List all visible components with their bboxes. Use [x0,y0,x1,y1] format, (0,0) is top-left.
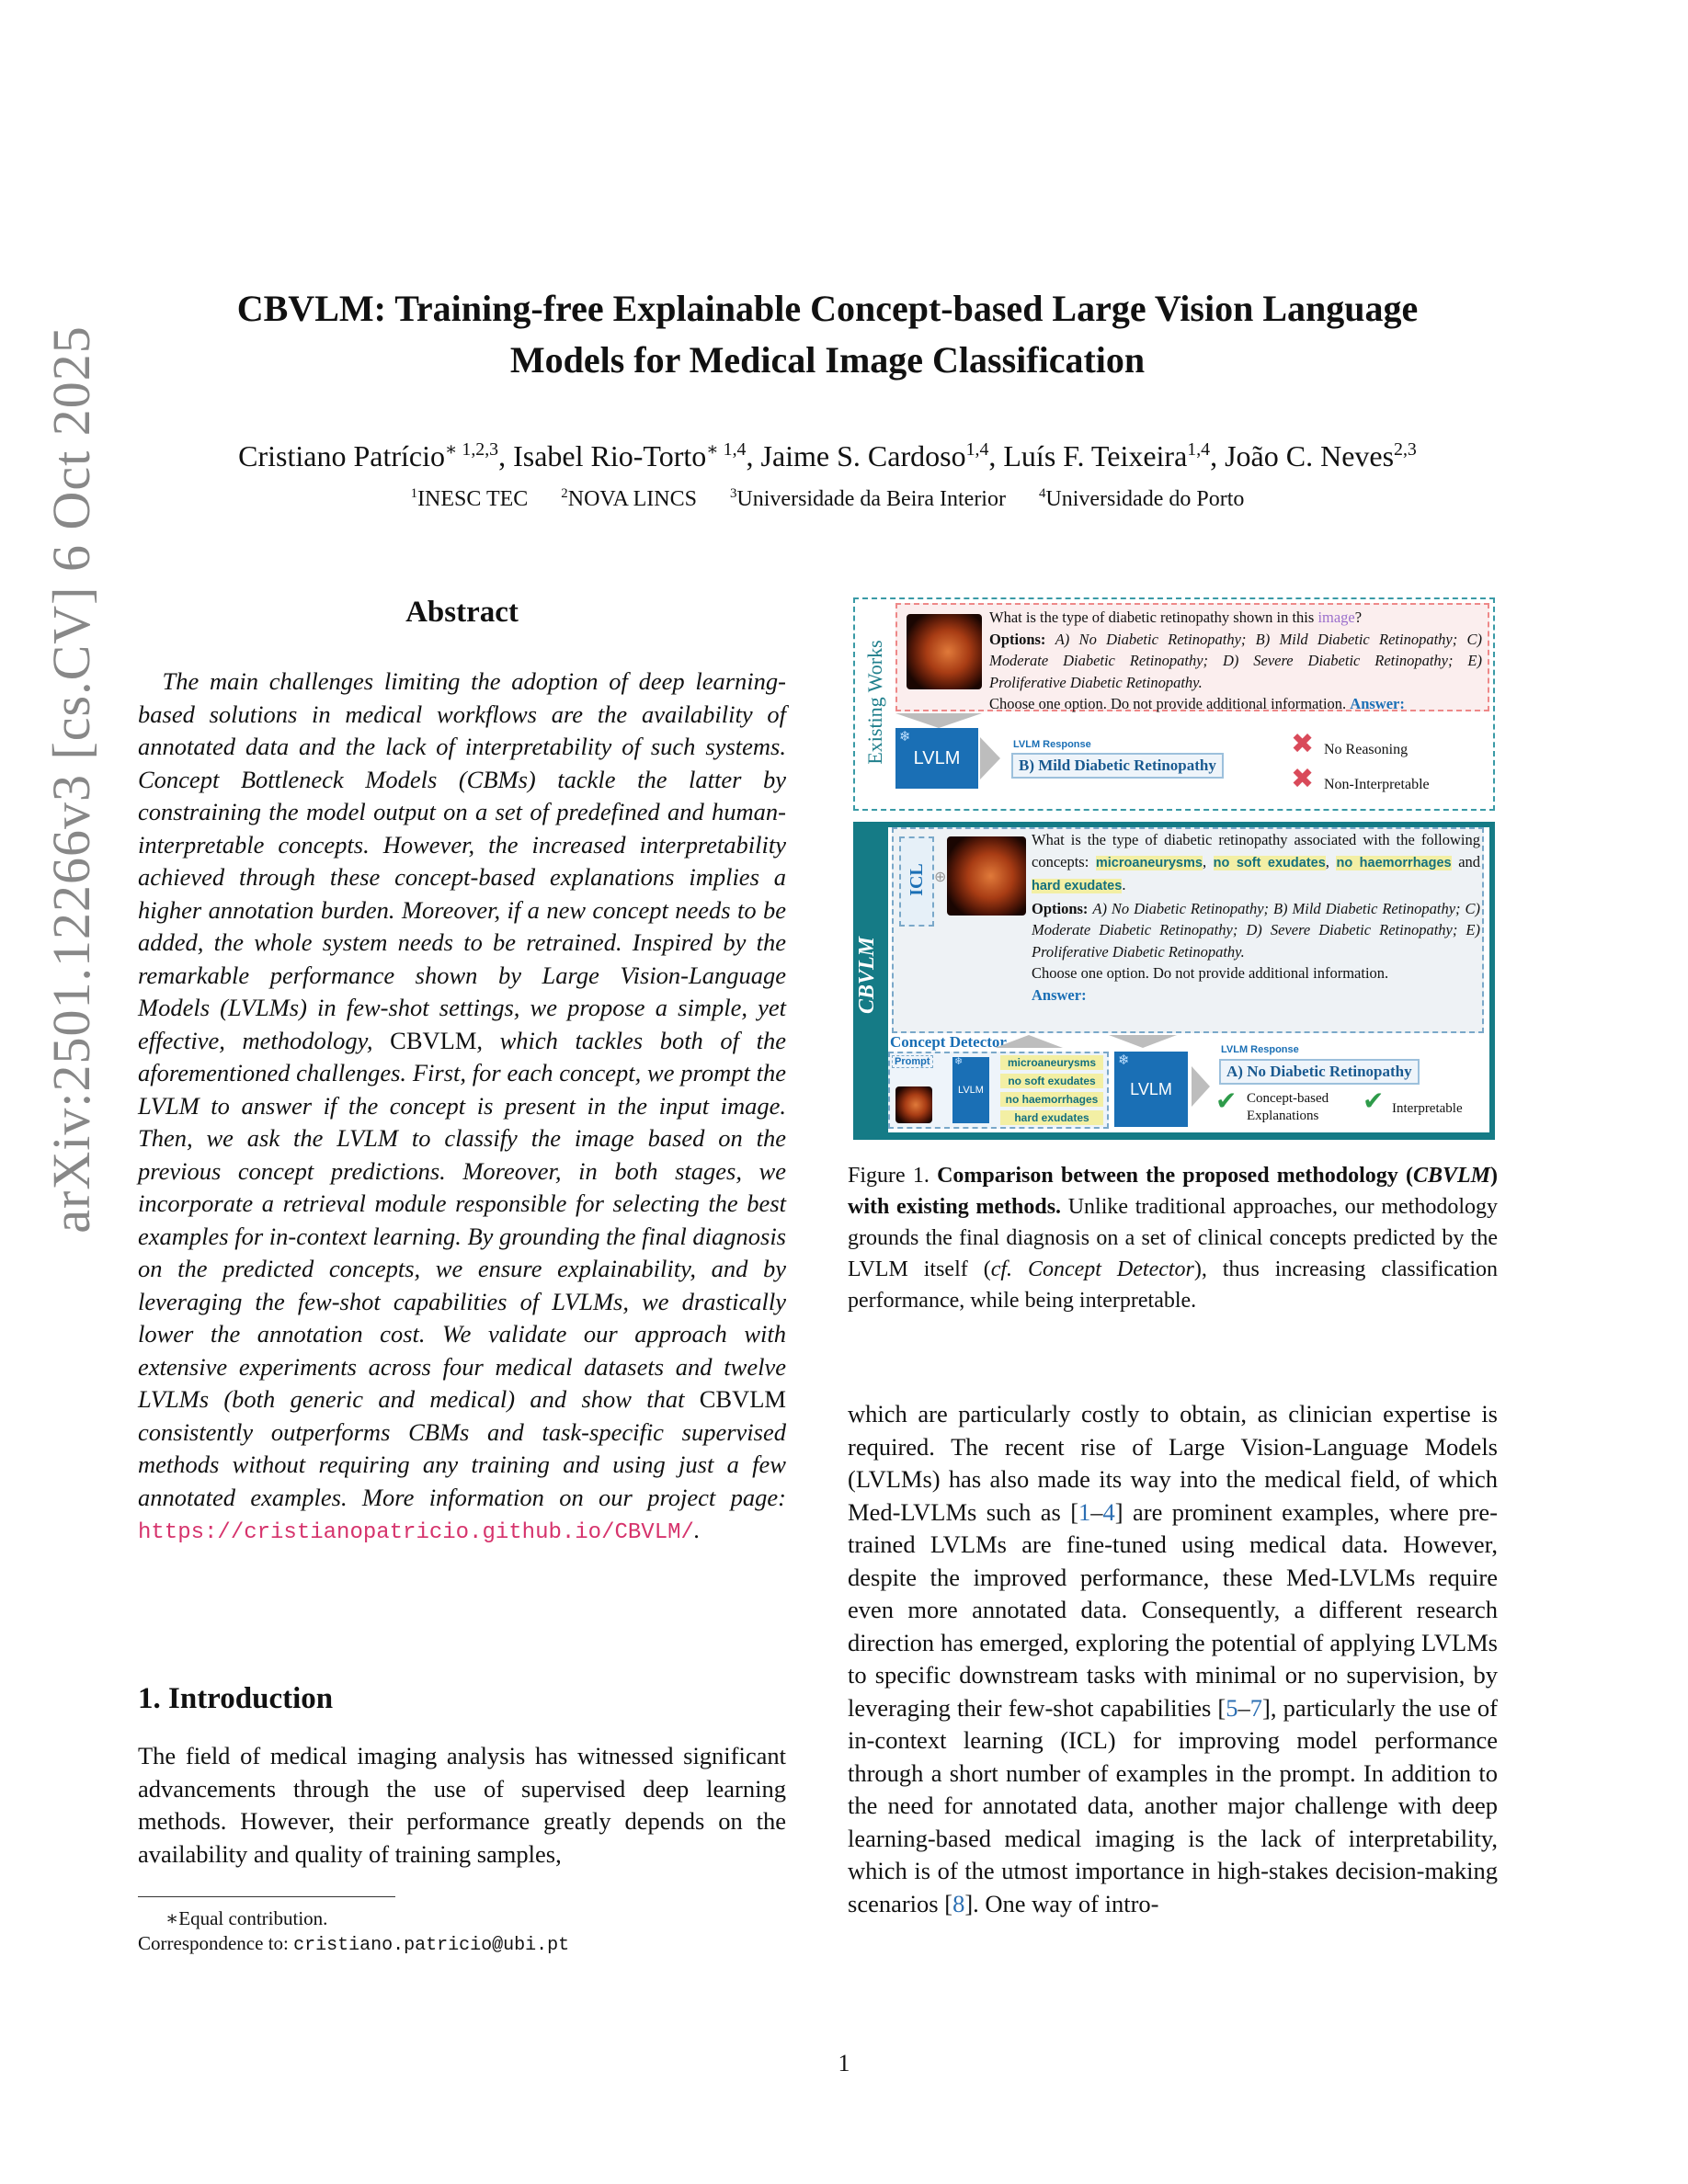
citation-link[interactable]: 8 [952,1889,965,1917]
answer-label: Answer: [1032,985,1087,1004]
footnote-correspondence [138,1932,569,1956]
response-tag: LVLM Response [1013,739,1091,750]
retina-image [947,836,1026,916]
body-text: ] are prominent examples, where pre-trained LVLMs are fine-tuned using medical data. However, despite the improved performance, these Med-LVLMs require even more annotated data. Consequently, a different research direction has emerged, exploring the potential of applying LVLMs to specific downstream tasks with minimal or no supervision, by leveraging their few-shot capabilities [ [848,1497,1498,1722]
concept-chip: no haemorrhages [1000,1092,1103,1107]
caption-bold: ) with existing methods. [848,1164,1498,1219]
lvlm-block: LVLM [1114,1052,1188,1127]
abstract-body [138,665,786,1550]
options-label: Options: [1032,899,1089,917]
options-text: A) No Diabetic Retinopathy; B) Mild Diabetic Retinopathy; C) Moderate Diabetic Retinopathy; D) Severe Diabetic Retinopathy; E) Proliferative Diabetic Retinopathy. [1032,899,1480,961]
interpretable-label: Interpretable [1392,1101,1463,1116]
existing-works-panel [853,597,1495,811]
concept-detector-label: Concept Detector [890,1033,1007,1051]
prompt-label: Prompt [892,1055,933,1068]
caption-text: Unlike traditional approaches, our methodology grounds the final diagnosis on a set of clinical concepts predicted by the LVLM itself ( [848,1195,1498,1281]
citation-link[interactable]: 5 [1226,1693,1238,1722]
abstract-heading: Abstract [405,596,519,629]
concept-question-text: What is the type of diabetic retinopathy associated with the following concepts: microaneurysms, no soft exudates, no haemorrhages and hard exudates. Options: A) No Diabetic Retinopathy; B) Mild Diabetic Retinopathy; C) Moderate Diabetic Retinopathy; D) Severe Diabetic Retinopathy; E) Proliferative Diabetic Retinopathy. Choose one option. Do not provide additional information. Answer: [1032,831,1481,1004]
author-sep: , [498,439,514,472]
arxiv-stamp[interactable]: arXiv:2501.12266v3 [cs.CV] 6 Oct 2025 [41,325,101,1234]
author-list [92,439,1563,473]
corr-label: Correspondence to: [138,1932,294,1954]
abstract-text: The main challenges limiting the adoption of deep learning-based solutions in medical workflows are the availability of annotated data and the lack of interpretability of such systems. Concept Bottleneck Models (CBMs) tackle the latter by constraining the model output on a set of predefined and human-interpretable concepts. However, the increased interpretability achieved through these concept-based explanations implies a higher annotation burden. Moreover, if a new concept needs to be added, the whole system needs to be retrained. Inspired by the remarkable performance shown by Large Vision-Language Models (LVLMs) in few-shot settings, we propose a simple, yet effective, methodology, [138,667,786,1054]
concept-chip: no soft exudates [1213,855,1326,870]
right-column-paragraph [848,1398,1498,1920]
corr-email[interactable]: cristiano.patricio@ubi.pt [293,1935,570,1956]
abstract-text: , which tackles both of the aforementioned challenges. First, for each concept, we prompt the LVLM to answer if the concept is present in the input image. Then, we ask the LVLM to classify the image based on the previous concept predictions. Moreover, in both stages, we incorporate a retrieval module responsible for selecting the best examples for in-context learning. By grounding the final diagnosis on the predicted concepts, we ensure explainability, and by leveraging the few-shot capabilities of LVLMs, we drastically lower the annotation cost. We validate our approach with extensive experiments across four medical datasets and twelve LVLMs (both generic and medical) and show that [138,1026,786,1413]
affil-num: 1 [410,486,418,502]
author-name: João C. Neves [1225,439,1395,472]
answer-label: Answer: [1350,695,1405,712]
figure-caption [848,1160,1498,1316]
affiliations [92,487,1563,512]
footnote-equal: ∗Equal contribution. [165,1907,328,1929]
plus-icon: ⊕ [934,868,947,885]
concept-chip: no haemorrhages [1336,855,1452,870]
affil-name: Universidade da Beira Interior [736,487,1006,511]
concept-chip: no soft exudates [1000,1074,1103,1088]
icl-box [899,836,934,927]
affil-name: INESC TEC [417,487,529,511]
affil-num: 2 [561,486,568,502]
question-box [895,603,1489,711]
intro-paragraph: The field of medical imaging analysis has witnessed significant advancements through the use of supervised deep learning methods. However, their performance greatly depends on the availability and quality of training samples, [138,1742,786,1868]
existing-works-label: Existing Works [863,640,886,765]
author-sep: , [988,439,1004,472]
figure-1 [853,597,1495,1140]
prompt-box [888,1052,1109,1129]
caption-text: ), thus increasing classification performance, while being interpretable. [848,1257,1499,1313]
up-arrow-icon [995,1035,1063,1048]
author-sup: ∗ 1,4 [706,439,747,461]
check-icon: ✔ [1363,1086,1385,1116]
caption-detector: Concept Detector [1027,1257,1194,1281]
retina-image [907,614,982,689]
body-text: ]. One way of intro- [964,1889,1159,1917]
section-heading: 1. Introduction [138,1682,334,1715]
method-name: CBVLM [390,1026,477,1054]
q-text: What is the type of diabetic retinopathy associated with the following concepts: [1032,831,1480,870]
concept-based-line-1: Concept-based [1247,1091,1329,1106]
image-token: image [1317,609,1355,626]
right-arrow-icon [1192,1066,1210,1107]
q-end: ? [1354,609,1363,626]
and-word: and [1458,852,1481,870]
frozen-icon: ❄ [899,728,911,745]
title-line-2: Models for Medical Image Classification [509,339,1146,381]
cbvlm-panel [853,822,1495,1140]
author-sup: 2,3 [1394,439,1417,461]
citation-link[interactable]: 7 [1249,1693,1263,1722]
cross-icon: ✖ [1291,728,1315,760]
citation-link[interactable]: 1 [1078,1497,1091,1526]
question-text [989,607,1482,715]
cbvlm-inner [888,827,1489,1132]
frozen-icon: ❄ [954,1055,964,1067]
q-text: What is the type of diabetic retinopathy shown in this [989,609,1318,626]
caption-bold: Comparison between the proposed methodology ( [937,1164,1413,1188]
concept-based-label [1247,1090,1329,1125]
body-text: ], particularly the use of in-context learning (ICL) for improving model performance through a short number of examples in the prompt. In addition to the need for annotated data, another major challenge with deep learning-based medical imaging is the lack of interpretability, which is of the utmost importance in high-stakes decision-making scenarios [ [848,1693,1499,1917]
cross-icon: ✖ [1291,763,1315,795]
frozen-icon: ❄ [1118,1052,1130,1068]
citation-link[interactable]: 4 [1102,1497,1115,1526]
author-name: Jaime S. Cardoso [760,439,966,472]
project-link[interactable]: https://cristianopatricio.github.io/CBVLM/ [138,1520,694,1545]
body-text: which are particularly costly to obtain, as clinician expertise is required. The recent rise of Large Vision-Language Models (LVLMs) has also made its way into the medical field, of which Med-LVLMs such as [ [848,1400,1498,1526]
concept-chip: microaneurysms [1095,855,1203,870]
page-number: 1 [838,2050,850,2076]
author-sup: 1,4 [965,439,989,461]
response-tag: LVLM Response [1221,1044,1299,1055]
response-box: B) Mild Diabetic Retinopathy [1011,753,1224,779]
concept-question-box [892,827,1484,1033]
affil-name: Universidade do Porto [1045,487,1245,511]
concept-chip: microaneurysms [1000,1055,1103,1070]
concept-chip: hard exudates [1032,879,1123,893]
affil-num: 3 [729,486,737,502]
icl-label: ICL [907,863,927,896]
author-sep: , [746,439,761,472]
down-arrow-icon [1109,1035,1177,1048]
abstract-text: consistently outperforms CBMs and task-specific supervised methods without requiring any training and using just a few annotated examples. More information on our project page: [138,1417,786,1511]
lvlm-block: LVLM [895,728,978,789]
cite-dash: – [1237,1693,1250,1722]
footnote-rule [138,1896,395,1897]
cite-dash: – [1090,1497,1103,1526]
affil-num: 4 [1038,486,1046,502]
author-sep: , [1210,439,1226,472]
cbvlm-label: CBVLM [855,936,879,1015]
retina-thumb [895,1086,932,1123]
non-interpretable-label: Non-Interpretable [1324,777,1430,792]
method-name: CBVLM [699,1385,786,1413]
concept-based-line-2: Explanations [1247,1109,1319,1123]
options-text: A) No Diabetic Retinopathy; B) Mild Diabetic Retinopathy; C) Moderate Diabetic Retinopathy; D) Severe Diabetic Retinopathy; E) Proliferative Diabetic Retinopathy. [989,630,1483,691]
instruction: Choose one option. Do not provide additional information. [1032,964,1389,982]
author-sup: 1,4 [1187,439,1211,461]
instruction: Choose one option. Do not provide additional information. [989,695,1347,712]
no-reasoning-label: No Reasoning [1324,742,1409,757]
author-name: Luís F. Teixeira [1003,439,1188,472]
concept-chip: hard exudates [1000,1110,1103,1125]
response-box: A) No Diabetic Retinopathy [1219,1059,1420,1085]
caption-method: CBVLM [1412,1164,1490,1188]
caption-label: Figure 1. [848,1164,938,1188]
author-sup: ∗ 1,2,3 [445,439,499,461]
lvlm-small-block: LVLM [952,1057,989,1123]
abstract-end: . [693,1516,701,1543]
title-line-1: CBVLM: Training-free Explainable Concept-based Large Vision Language [236,288,1419,329]
right-arrow-icon [980,737,1000,779]
affil-name: NOVA LINCS [567,487,697,511]
author-name: Isabel Rio-Torto [513,439,707,472]
paper-title [129,283,1526,386]
caption-cf: cf. [990,1257,1013,1281]
author-name: Cristiano Patrício [238,439,445,472]
options-label: Options: [989,630,1046,648]
check-icon: ✔ [1215,1086,1237,1116]
